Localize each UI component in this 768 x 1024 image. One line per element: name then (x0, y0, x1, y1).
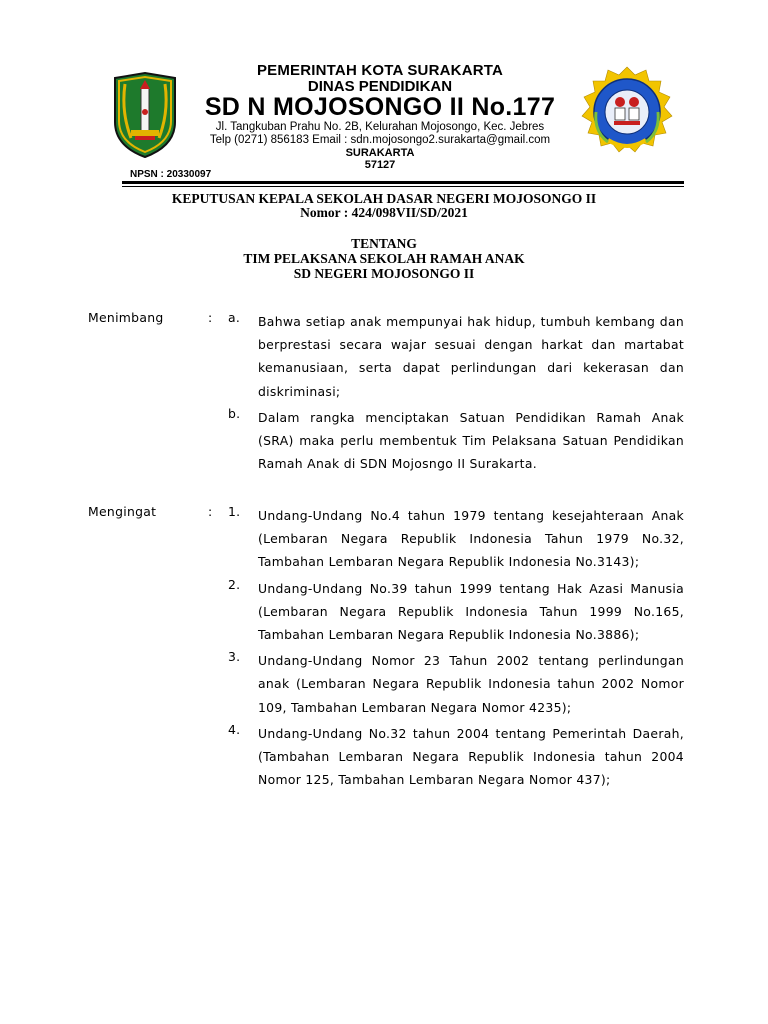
list-item (228, 504, 684, 574)
list-item (228, 406, 684, 476)
list-item-text: Undang-Undang No.32 tahun 2004 tentang Pemerintah Daerah, (Tambahan Lembaran Negara Republik Indonesia tahun 2004 Nomor 125, Tambahan Lembaran Negara Nomor 437); (258, 725, 684, 788)
school-contact: Telp (0271) 856183 Email : sdn.mojosongo2.surakarta@gmail.com (209, 134, 551, 146)
npsn-number: NPSN : 20330097 (130, 169, 212, 180)
list-item-text: Bahwa setiap anak mempunyai hak hidup, tumbuh kembang dan berprestasi secara wajar sesuai dengan harkat dan martabat kemanusiaan, serta dapat perlindungan dari kekerasan dan diskriminasi; (258, 314, 684, 399)
list-marker: 1. (228, 504, 241, 519)
list-item-text: Undang-Undang No.39 tahun 1999 tentang Hak Azasi Manusia (Lembaran Negara Republik Indonesia Tahun 1999 No.165, Tambahan Lembaran Negara Republik Indonesia No.3886); (258, 580, 684, 643)
school-badge-icon (578, 66, 676, 162)
list-marker: 4. (228, 721, 241, 737)
decree-subject: TIM PELAKSANA SEKOLAH RAMAH ANAK (243, 251, 525, 266)
mengingat-colon: : (208, 504, 213, 519)
decree-title: KEPUTUSAN KEPALA SEKOLAH DASAR NEGERI MOJOSONGO II (171, 191, 597, 206)
list-item (228, 310, 684, 403)
menimbang-colon: : (208, 310, 213, 325)
government-name: PEMERINTAH KOTA SURAKARTA (256, 62, 504, 79)
list-marker: b. (228, 405, 241, 421)
menimbang-list (228, 310, 684, 475)
school-name: SD N MOJOSONGO II No.177 (204, 93, 556, 121)
list-marker: 2. (228, 576, 241, 592)
decree-about-label: TENTANG (351, 236, 417, 251)
list-item-text: Dalam rangka menciptakan Satuan Pendidikan Ramah Anak (SRA) maka perlu membentuk Tim Pelaksana Satuan Pendidikan Ramah Anak di SDN Mojosngo II Surakarta. (258, 409, 684, 472)
list-marker: a. (228, 310, 241, 325)
letterhead (180, 63, 580, 171)
decree-number: Nomor : 424/098VII/SD/2021 (300, 205, 468, 220)
decree-school: SD NEGERI MOJOSONGO II (293, 266, 475, 281)
letterhead-divider-thick (122, 181, 684, 184)
mengingat-list (228, 504, 684, 791)
city-emblem-icon (113, 72, 177, 158)
menimbang-label: Menimbang (88, 310, 164, 325)
list-item (228, 577, 684, 647)
department-name: DINAS PENDIDIKAN (307, 78, 453, 95)
letterhead-divider-thin (122, 186, 684, 187)
school-address: Jl. Tangkuban Prahu No. 2B, Kelurahan Mojosongo, Kec. Jebres (215, 121, 545, 133)
list-item-text: Undang-Undang Nomor 23 Tahun 2002 tentang perlindungan anak (Lembaran Negara Republik Indonesia tahun 2002 Nomor 109, Tambahan Lembaran Negara Nomor 4235); (258, 653, 684, 715)
school-postcode: 57127 (364, 159, 396, 171)
list-item-text: Undang-Undang No.4 tahun 1979 tentang kesejahteraan Anak (Lembaran Negara Republik Indonesia Tahun 1979 No.32, Tambahan Lembaran Negara Republik Indonesia No.3143); (258, 508, 684, 570)
mengingat-label: Mengingat (88, 504, 157, 519)
list-item (228, 722, 684, 792)
list-marker: 3. (228, 649, 241, 665)
school-city: SURAKARTA (345, 147, 415, 159)
list-item (228, 649, 684, 719)
